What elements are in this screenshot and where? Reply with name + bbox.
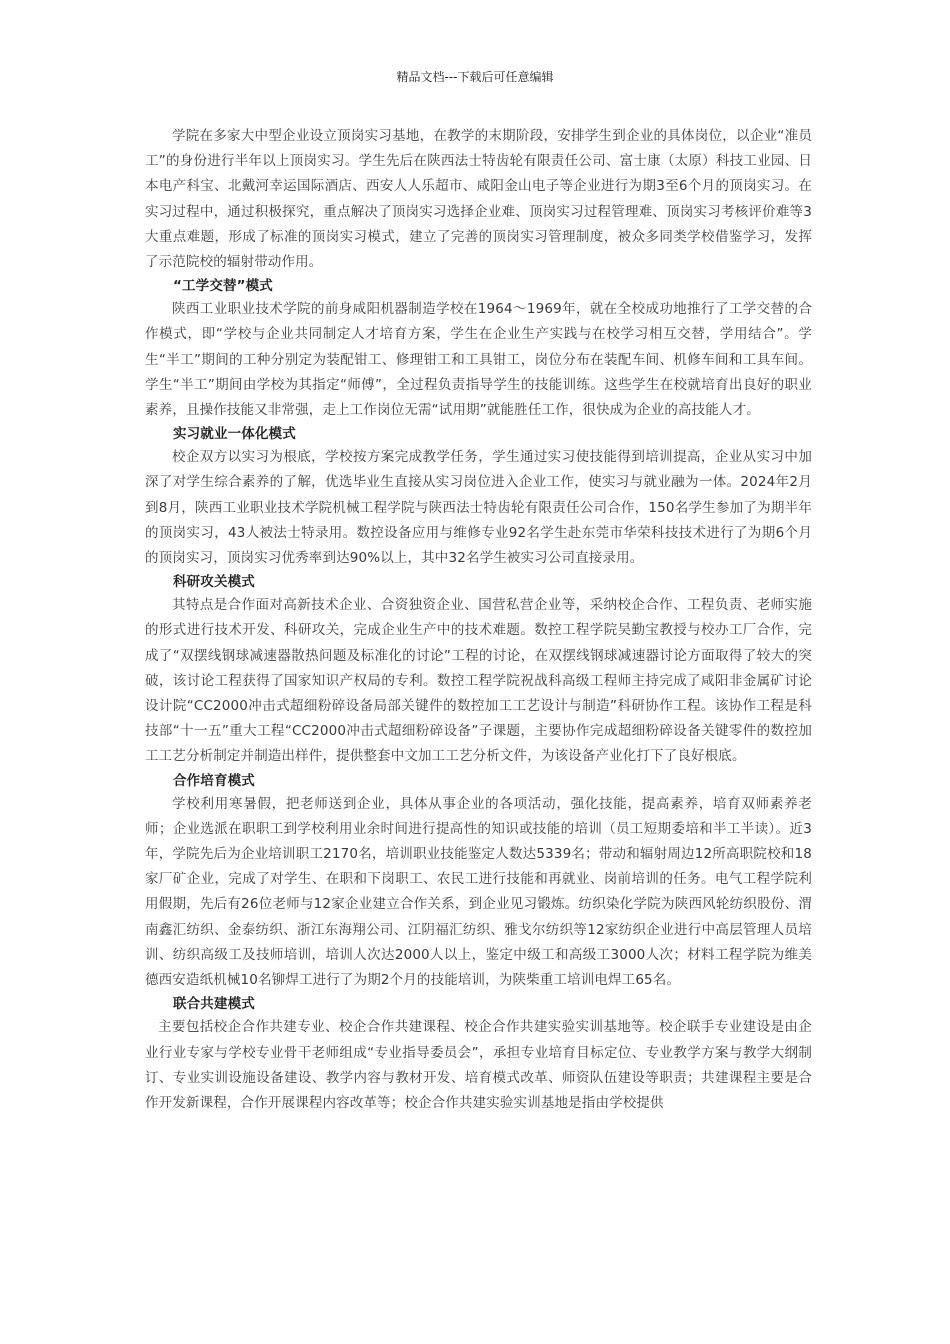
heading-joint-construction: 联合共建模式 — [173, 996, 255, 1013]
paragraph-work-study-alternation: 陕西工业职业技术学院的前身咸阳机器制造学校在1964～1969年，就在全校成功地推行了工学交替的合作模式，即“学校与企业共同制定人才培育方案，学生在企业生产实践与在校学习相互交替，学用结合”。学生“半工”期间的工种分别定为装配钳工、修理钳工和工具钳工，岗位分布在装配车间、机修车间和工具车间。学生“半工”期间由学校为其指定“师傅”，全过程负责指导学生的技能训练。这些学生在校就培育出良好的职业素养，且操作技能又非常强，走上工作岗位无需“试用期”就能胜任工作，很快成为企业的高技能人才。 — [145, 301, 812, 419]
document-body — [145, 124, 812, 1116]
paragraph-intro: 学院在多家大中型企业设立顶岗实习基地，在教学的末期阶段，安排学生到企业的具体岗位，以企业“准员工”的身份进行半年以上顶岗实习。学生先后在陕西法士特齿轮有限责任公司、富士康（太原）科技工业园、日本电产科宝、北戴河幸运国际酒店、西安人人乐超市、咸阳金山电子等企业进行为期3至6个月的顶岗实习。在实习过程中，通过积极探究，重点解决了顶岗实习选择企业难、顶岗实习过程管理难、顶岗实习考核评价难等3大重点难题，形成了标准的顶岗实习模式，建立了完善的顶岗实习管理制度，被众多同类学校借鉴学习，发挥了示范院校的辐射带动作用。 — [145, 128, 812, 271]
paragraph-joint-construction: 主要包括校企合作共建专业、校企合作共建课程、校企合作共建实验实训基地等。校企联手专业建设是由企业行业专家与学校专业骨干老师组成“专业指导委员会”，承担专业培育目标定位、专业教学方案与教学大纲制订、专业实训设施设备建设、教学内容与教材开发、培育模式改革、师资队伍建设等职责；共建课程主要是合作开发新课程，合作开展课程内容改革等；校企合作共建实验实训基地是指由学校提供 — [145, 1019, 812, 1111]
heading-cooperative-training: 合作培育模式 — [173, 772, 255, 789]
heading-internship-employment: 实习就业一体化模式 — [173, 426, 296, 443]
heading-research-collaboration: 科研攻关模式 — [173, 574, 255, 591]
page-header: 精品文档---下载后可任意编辑 — [396, 70, 554, 84]
paragraph-research-collaboration: 其特点是合作面对高新技术企业、合资独资企业、国营私营企业等，采纳校企合作、工程负责、老师实施的形式进行技术开发、科研攻关，完成企业生产中的技术难题。数控工程学院吴勤宝教授与校办工厂合作，完成了“双摆线钢球减速器散热问题及标准化的讨论”工程的讨论，在双摆线钢球减速器讨论方面取得了较大的突破，该讨论工程获得了国家知识产权局的专利。数控工程学院祝战科高级工程师主持完成了咸阳非金属矿讨论设计院“CC2000冲击式超细粉碎设备局部关键件的数控加工工艺设计与制造”科研协作工程。该协作工程是科技部“十一五”重大工程“CC2000冲击式超细粉碎设备”子课题，主要协作完成超细粉碎设备关键零件的数控加工工艺分析制定并制造出样件，提供整套中文加工工艺分析文件，为该设备产业化打下了良好根底。 — [145, 597, 812, 765]
paragraph-cooperative-training: 学校利用寒暑假，把老师送到企业，具体从事企业的各项活动，强化技能，提高素养，培育双师素养老师；企业选派在职职工到学校利用业余时间进行提高性的知识或技能的培训（员工短期委培和半工半读）。近3年，学院先后为企业培训职工2170名，培训职业技能鉴定人数达5339名；带动和辐射周边12所高职院校和18家厂矿企业，完成了对学生、在职和下岗职工、农民工进行技能和再就业、岗前培训的任务。电气工程学院利用假期，先后有26位老师与12家企业建立合作关系，到企业见习锻炼。纺织染化学院为陕西风轮纺织股份、渭南鑫汇纺织、金泰纺织、浙江东海翔公司、江阴福汇纺织、雅戈尔纺织等12家纺织企业进行中高层管理人员培训、纺织高级工及技师培训，培训人次达2000人以上，鉴定中级工和高级工3000人次；材料工程学院为维美德西安造纸机械10名铆焊工进行了为期2个月的技能培训，为陕柴重工培训电焊工65名。 — [145, 795, 812, 989]
paragraph-internship-employment: 校企双方以实习为根底，学校按方案完成教学任务，学生通过实习使技能得到培训提高，企业从实习中加深了对学生综合素养的了解，优选毕业生直接从实习岗位进入企业工作，使实习与就业融为一体。2024年2月到8月，陕西工业职业技术学院机械工程学院与陕西法士特齿轮有限责任公司合作，150名学生参加了为期半年的顶岗实习，43人被法士特录用。数控设备应用与维修专业92名学生赴东莞市华荣科技技术进行了为期6个月的顶岗实习，顶岗实习优秀率到达90%以上，其中32名学生被实习公司直接录用。 — [145, 449, 812, 567]
heading-work-study-alternation: “工学交替”模式 — [173, 278, 273, 295]
